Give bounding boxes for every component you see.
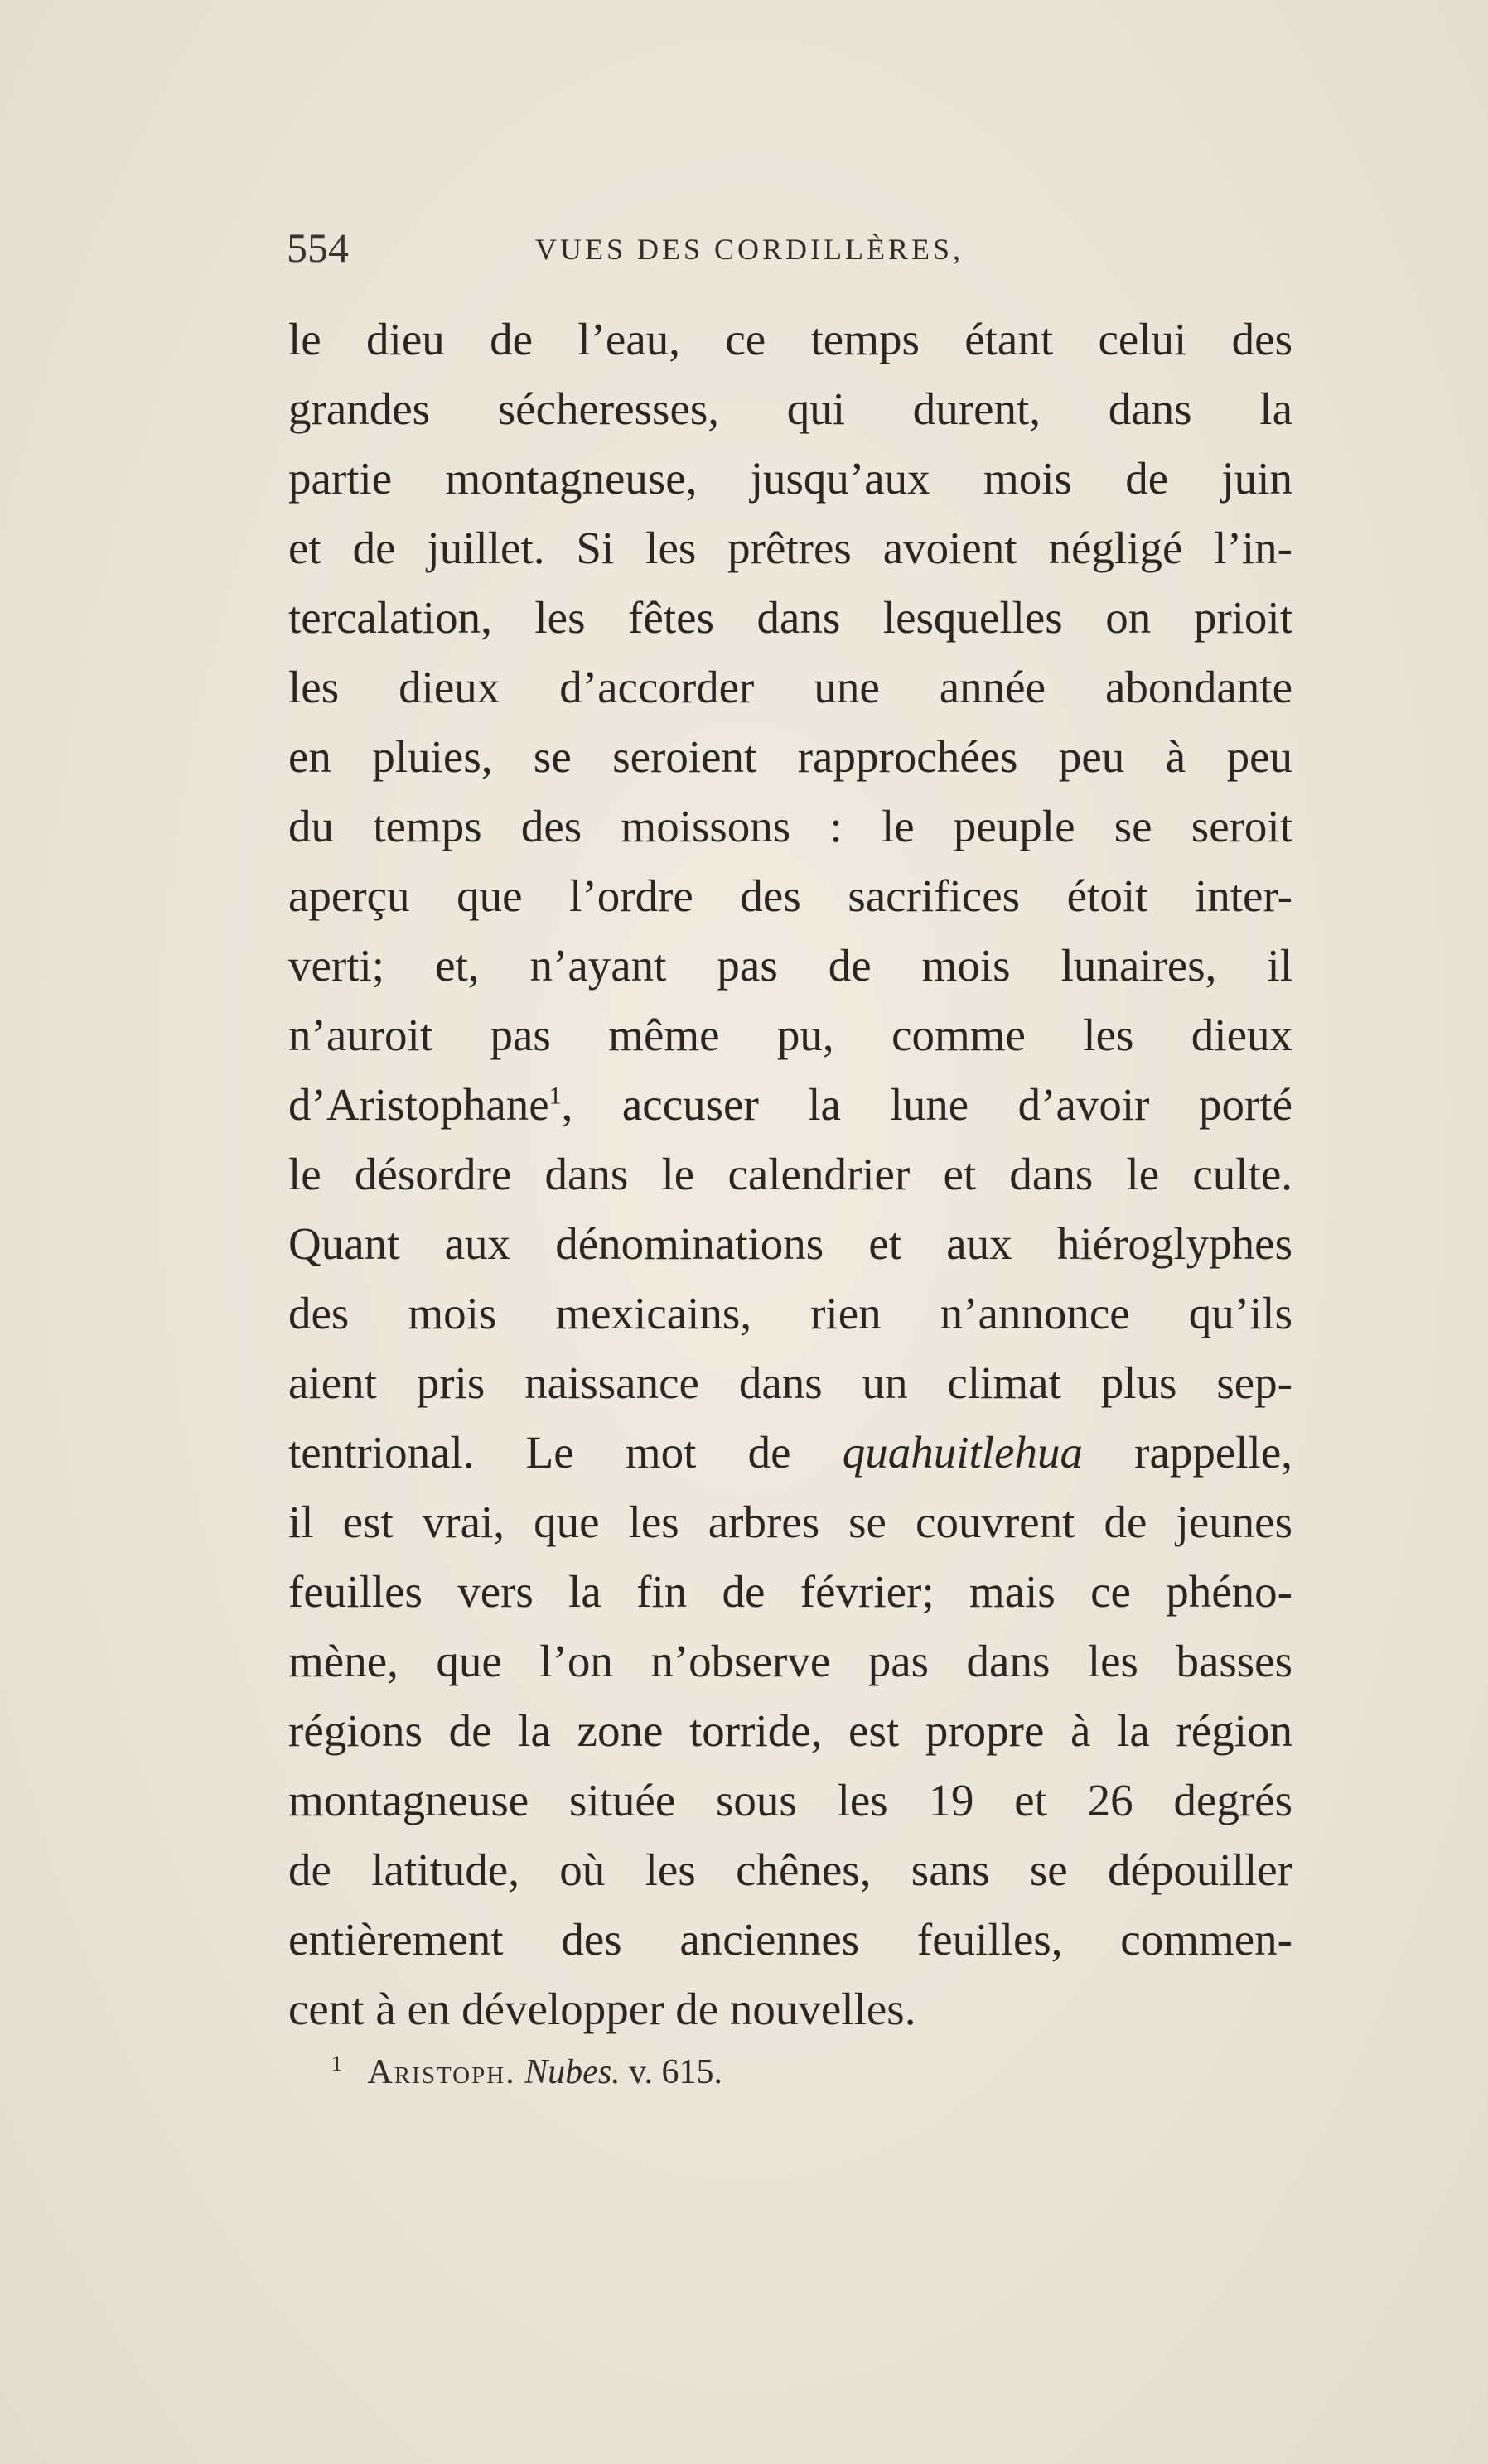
running-head xyxy=(287,224,1132,282)
text-line: n’auroit pas même pu, comme les dieux xyxy=(288,1010,1292,1060)
body-text xyxy=(288,305,1292,2044)
text-line: partie montagneuse, jusqu’aux mois de juin xyxy=(288,453,1292,504)
text-line: régions de la zone torride, est propre à la région xyxy=(288,1705,1292,1756)
running-title: VUES DES CORDILLÈRES, xyxy=(535,233,964,266)
text-segment: rappelle, xyxy=(1134,1427,1292,1478)
footnote-author: Aristoph. xyxy=(367,2053,516,2091)
text-line: grandes sécheresses, qui durent, dans la xyxy=(288,383,1292,434)
text-line: montagneuse située sous les 19 et 26 degrés xyxy=(288,1775,1292,1825)
italic-term: quahuitlehua xyxy=(842,1427,1083,1478)
page-number: 554 xyxy=(287,224,349,271)
text-segment: , accuser la lune d’avoir porté xyxy=(561,1079,1292,1130)
text-line: de latitude, où les chênes, sans se dépouiller xyxy=(288,1844,1292,1895)
text-segment: tentrional. Le mot de xyxy=(288,1427,791,1478)
footnote-work: Nubes. xyxy=(524,2053,621,2091)
text-line: et de juillet. Si les prêtres avoient négligé l’in- xyxy=(288,523,1292,573)
text-line: il est vrai, que les arbres se couvrent de jeunes xyxy=(288,1497,1292,1547)
text-line: du temps des moissons : le peuple se seroit xyxy=(288,801,1292,851)
text-line: aient pris naissance dans un climat plus sep- xyxy=(288,1357,1292,1408)
footnote-reference[interactable]: 1 xyxy=(548,1082,562,1110)
text-line: feuilles vers la fin de février; mais ce phéno- xyxy=(288,1566,1292,1617)
text-line: tercalation, les fêtes dans lesquelles on prioit xyxy=(288,592,1292,643)
footnote-reference-text: v. 615. xyxy=(629,2053,722,2091)
footnote xyxy=(331,2052,1077,2092)
text-line xyxy=(288,1418,1292,1488)
text-line: entièrement des anciennes feuilles, commen- xyxy=(288,1914,1292,1965)
text-line: mène, que l’on n’observe pas dans les basses xyxy=(288,1636,1292,1686)
text-segment: d’Aristophane xyxy=(288,1079,549,1130)
text-line xyxy=(288,1070,1292,1140)
footnote-mark: 1 xyxy=(331,2052,342,2076)
text-line: Quant aux dénominations et aux hiéroglyphes xyxy=(288,1218,1292,1269)
text-line: en pluies, se seroient rapprochées peu à peu xyxy=(288,731,1292,782)
text-line: le désordre dans le calendrier et dans le culte. xyxy=(288,1149,1292,1199)
text-line: aperçu que l’ordre des sacrifices étoit inter- xyxy=(288,870,1292,921)
text-line: cent à en développer de nouvelles. xyxy=(288,1984,916,2034)
text-line: le dieu de l’eau, ce temps étant celui des xyxy=(288,314,1292,364)
text-line: les dieux d’accorder une année abondante xyxy=(288,662,1292,712)
text-line: verti; et, n’ayant pas de mois lunaires, il xyxy=(288,940,1292,991)
text-line: des mois mexicains, rien n’annonce qu’ils xyxy=(288,1288,1292,1338)
